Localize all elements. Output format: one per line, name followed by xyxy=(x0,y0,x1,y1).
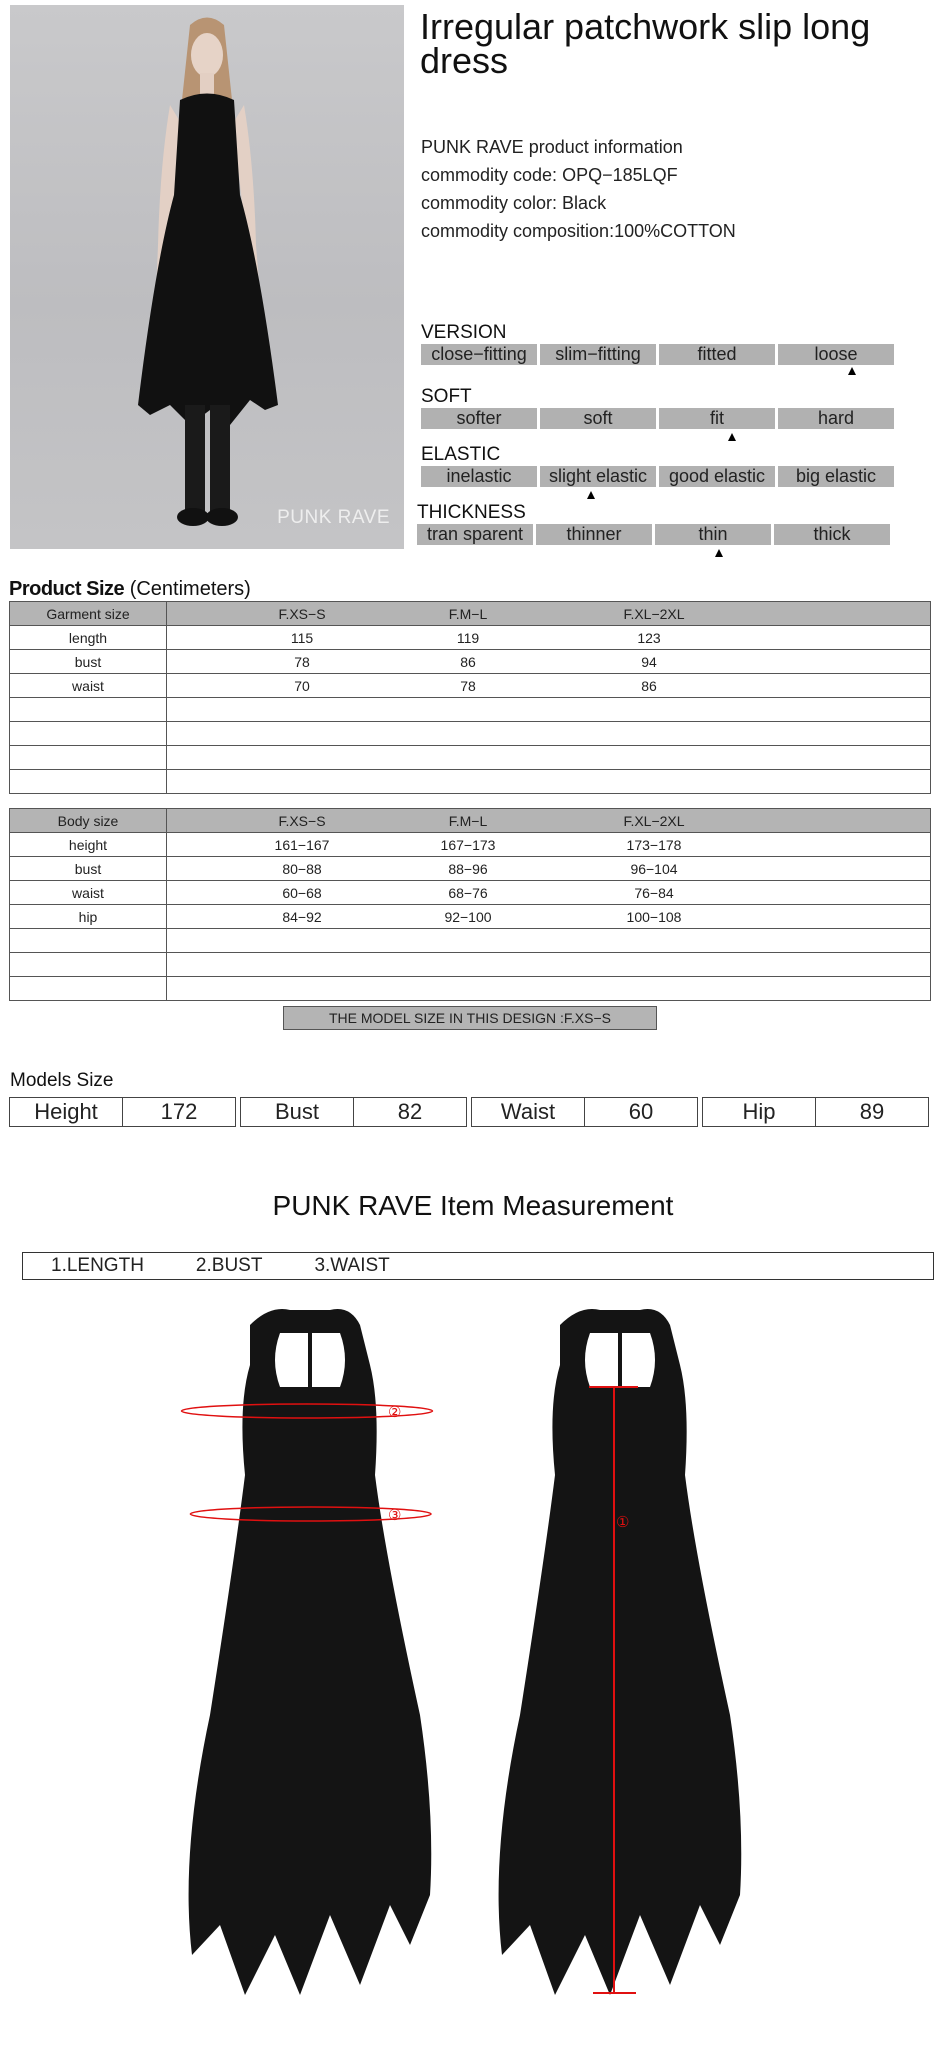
dress-front-diagram xyxy=(180,1295,440,2015)
model-hip xyxy=(702,1097,929,1127)
size-col: F.XS−S xyxy=(278,812,326,829)
cell: 96−104 xyxy=(630,860,678,877)
cell: 78 xyxy=(294,653,310,670)
scale-option-selected: thin xyxy=(655,524,771,545)
table-row-empty xyxy=(10,746,931,770)
legend-length: 1.LENGTH xyxy=(51,1255,144,1276)
table-header-row xyxy=(10,602,931,626)
legend-bust: 2.BUST xyxy=(195,1255,263,1276)
model-figure-illustration xyxy=(10,5,404,549)
selected-marker-icon xyxy=(848,367,856,375)
scale-option: thinner xyxy=(536,524,652,545)
attribute-scale xyxy=(421,466,894,487)
model-stat-label: Waist xyxy=(472,1098,585,1126)
row-label: length xyxy=(10,626,167,650)
info-heading: PUNK RAVE product information xyxy=(421,137,683,157)
info-color xyxy=(421,189,736,217)
table-row xyxy=(10,674,931,698)
scale-option-selected: fit xyxy=(659,408,775,429)
attribute-version xyxy=(421,322,894,365)
cell: 94 xyxy=(641,653,657,670)
product-info xyxy=(421,133,736,245)
measurement-legend xyxy=(22,1252,934,1280)
cell: 161−167 xyxy=(274,836,330,853)
product-size-unit: (Centimeters) xyxy=(129,578,251,600)
scale-option: inelastic xyxy=(421,466,537,487)
models-size-row xyxy=(9,1097,929,1127)
size-col: F.XL−2XL xyxy=(623,812,685,829)
garment-size-table xyxy=(9,601,931,794)
table-row xyxy=(10,857,931,881)
scale-option-selected: loose xyxy=(778,344,894,365)
table-row-empty xyxy=(10,953,931,977)
dress-back-diagram xyxy=(490,1295,750,2015)
attribute-scale xyxy=(421,408,894,429)
attribute-elastic xyxy=(421,444,894,487)
model-stat-label: Hip xyxy=(703,1098,816,1126)
cell: 173−178 xyxy=(626,836,682,853)
row-label: waist xyxy=(10,881,167,905)
table-row-empty xyxy=(10,722,931,746)
composition-value: 100%COTTON xyxy=(614,221,736,241)
row-label: hip xyxy=(10,905,167,929)
table-header-row xyxy=(10,809,931,833)
code-label: commodity code: xyxy=(421,165,563,185)
model-waist xyxy=(471,1097,698,1127)
model-stat-label: Bust xyxy=(241,1098,354,1126)
cell: 60−68 xyxy=(282,884,322,901)
code-value: OPQ−185LQF xyxy=(562,165,678,185)
table-row-empty xyxy=(10,698,931,722)
scale-option: close−fitting xyxy=(421,344,537,365)
attribute-scale xyxy=(421,344,894,365)
cell: 119 xyxy=(456,629,480,646)
composition-label: commodity composition: xyxy=(421,221,615,241)
attribute-label: SOFT xyxy=(421,386,472,407)
cell: 86 xyxy=(460,653,476,670)
scale-option-selected: slight elastic xyxy=(540,466,656,487)
attribute-label: THICKNESS xyxy=(417,502,526,523)
model-bust xyxy=(240,1097,467,1127)
product-size-title xyxy=(9,578,251,601)
table-row xyxy=(10,650,931,674)
cell: 86 xyxy=(641,677,657,694)
row-label: height xyxy=(10,833,167,857)
cell: 78 xyxy=(460,677,476,694)
table-row xyxy=(10,626,931,650)
cell: 80−88 xyxy=(282,860,322,877)
attribute-label: ELASTIC xyxy=(421,444,501,465)
cell: 115 xyxy=(290,629,314,646)
selected-marker-icon xyxy=(587,491,595,499)
table-row-empty xyxy=(10,770,931,794)
info-composition xyxy=(421,217,736,245)
table-row xyxy=(10,833,931,857)
attribute-soft xyxy=(421,386,894,429)
cell: 70 xyxy=(294,677,310,694)
cell: 167−173 xyxy=(440,836,496,853)
scale-option: tran sparent xyxy=(417,524,533,545)
marker-bust: ② xyxy=(388,1404,402,1421)
cell: 88−96 xyxy=(448,860,488,877)
measurement-title: PUNK RAVE Item Measurement xyxy=(272,1190,674,1221)
models-size-title: Models Size xyxy=(10,1070,114,1091)
model-stat-label: Height xyxy=(10,1098,123,1126)
marker-length: ① xyxy=(616,1514,630,1531)
attribute-label: VERSION xyxy=(421,322,507,343)
table-row-empty xyxy=(10,929,931,953)
info-code xyxy=(421,161,736,189)
size-col: F.XL−2XL xyxy=(623,605,685,622)
size-col: F.XS−S xyxy=(278,605,326,622)
scale-option: slim−fitting xyxy=(540,344,656,365)
scale-option: fitted xyxy=(659,344,775,365)
model-stat-value: 60 xyxy=(628,1099,654,1124)
cell: 92−100 xyxy=(444,908,492,925)
table-row-empty xyxy=(10,977,931,1001)
table-row xyxy=(10,881,931,905)
legend-waist: 3.WAIST xyxy=(314,1255,390,1276)
body-size-table xyxy=(9,808,931,1001)
row-label: bust xyxy=(10,857,167,881)
cell: 84−92 xyxy=(282,908,322,925)
size-col: F.M−L xyxy=(448,812,488,829)
model-stat-value: 172 xyxy=(160,1099,198,1124)
selected-marker-icon xyxy=(715,549,723,557)
cell: 68−76 xyxy=(448,884,488,901)
attribute-thickness xyxy=(417,502,890,545)
product-size-title-bold: Product Size xyxy=(9,578,125,600)
table-row xyxy=(10,905,931,929)
row-label: waist xyxy=(10,674,167,698)
size-headers xyxy=(167,602,931,626)
scale-option: soft xyxy=(540,408,656,429)
model-stat-value: 82 xyxy=(397,1099,423,1124)
color-value: Black xyxy=(562,193,607,213)
photo-watermark: PUNK RAVE xyxy=(277,507,390,528)
scale-option: hard xyxy=(778,408,894,429)
model-size-note: THE MODEL SIZE IN THIS DESIGN :F.XS−S xyxy=(283,1006,657,1030)
scale-option: softer xyxy=(421,408,537,429)
cell: 76−84 xyxy=(634,884,674,901)
size-col: F.M−L xyxy=(448,605,488,622)
scale-option: good elastic xyxy=(659,466,775,487)
garment-size-header: Garment size xyxy=(10,602,167,626)
marker-waist: ③ xyxy=(388,1507,402,1524)
color-label: commodity color: xyxy=(421,193,563,213)
body-size-header: Body size xyxy=(10,809,167,833)
scale-option: thick xyxy=(774,524,890,545)
model-stat-value: 89 xyxy=(859,1099,885,1124)
size-headers xyxy=(167,809,931,833)
cell: 123 xyxy=(637,629,661,646)
scale-option: big elastic xyxy=(778,466,894,487)
cell: 100−108 xyxy=(626,908,682,925)
attribute-scale xyxy=(417,524,890,545)
product-photo xyxy=(10,5,404,549)
selected-marker-icon xyxy=(728,433,736,441)
product-title: Irregular patchwork slip long dress xyxy=(420,6,871,81)
model-height xyxy=(9,1097,236,1127)
row-label: bust xyxy=(10,650,167,674)
